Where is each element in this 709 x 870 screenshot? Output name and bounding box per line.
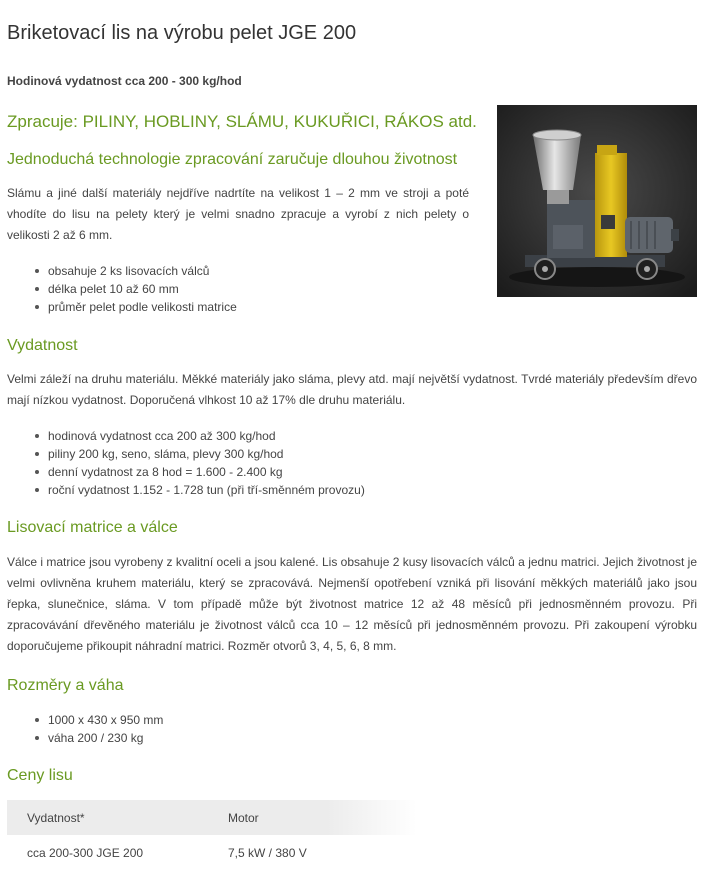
capacity-list [7, 427, 365, 499]
list-item: průměr pelet podle velikosti matrice [7, 298, 237, 316]
list-item: roční vydatnost 1.152 - 1.728 tun (při tří-směnném provozu) [7, 481, 365, 499]
table-cell: 7,5 kW / 380 V [228, 845, 307, 860]
product-subtitle: Hodinová vydatnost cca 200 - 300 kg/hod [7, 74, 242, 88]
table-header-row [7, 800, 417, 835]
dimensions-list [7, 711, 163, 747]
list-item: hodinová vydatnost cca 200 až 300 kg/hod [7, 427, 365, 445]
list-item: denní vydatnost za 8 hod = 1.600 - 2.400 kg [7, 463, 365, 481]
column-header-motor: Motor [228, 810, 259, 825]
list-item: 1000 x 430 x 950 mm [7, 711, 163, 729]
technology-paragraph: Slámu a jiné další materiály nejdříve nadrtíte na velikost 1 – 2 mm ve stroji a poté vhodíte do lisu na pelety který je velmi snadno zpracuje a vyrobí z nich pelety o velikosti 2 až 6 mm. [7, 186, 469, 242]
table-row [7, 835, 417, 870]
list-item: piliny 200 kg, seno, sláma, plevy 300 kg/hod [7, 445, 365, 463]
prices-heading: Ceny lisu [7, 767, 73, 784]
matrix-paragraph: Válce i matrice jsou vyrobeny z kvalitní oceli a jsou kalené. Lis obsahuje 2 kusy lisovacích válců a jednu matrici. Jejich životnost je velmi ovlivněna kruhem materiálu, který se zpracovává. Nejmenší opotřebení vzniká při lisování měkkých materiálů jako jsou řepka, slunečnice, sláma. V tom případě může být životnost matrice 12 až 48 měsíců při jednosměnném provozu. Při zpracovávání dřevěného materiálu je životnost válců cca 10 – 12 měsíců při jednosměnném provozu. Při zakoupení výrobku doporučujeme přikoupit náhradní matrici. Rozměr otvorů 3, 4, 5, 6, 8 mm. [7, 555, 697, 653]
page-title: Briketovací lis na výrobu pelet JGE 200 [7, 22, 357, 44]
matrix-heading: Lisovací matrice a válce [7, 519, 178, 536]
capacity-paragraph: Velmi záleží na druhu materiálu. Měkké materiály jako sláma, plevy atd. mají největší vydatnost. Tvrdé materiály především dřevo mají nízkou vydatnost. Doporučená vlhkost 10 až 17% dle druhu materiálu. [7, 372, 697, 407]
product-photo[interactable] [497, 105, 697, 297]
capacity-heading: Vydatnost [7, 337, 78, 354]
table-cell: cca 200-300 JGE 200 [27, 845, 144, 860]
list-item: obsahuje 2 ks lisovacích válců [7, 262, 237, 280]
dimensions-heading: Rozměry a váha [7, 677, 124, 694]
technology-list [7, 262, 237, 316]
technology-heading: Jednoduchá technologie zpracování zaručuje dlouhou životnost [7, 151, 458, 168]
list-item: délka pelet 10 až 60 mm [7, 280, 237, 298]
price-table [7, 800, 417, 870]
list-item: váha 200 / 230 kg [7, 729, 163, 747]
column-header-capacity: Vydatnost* [27, 810, 85, 825]
materials-heading: Zpracuje: PILINY, HOBLINY, SLÁMU, KUKUŘICI, RÁKOS atd. [7, 112, 477, 131]
